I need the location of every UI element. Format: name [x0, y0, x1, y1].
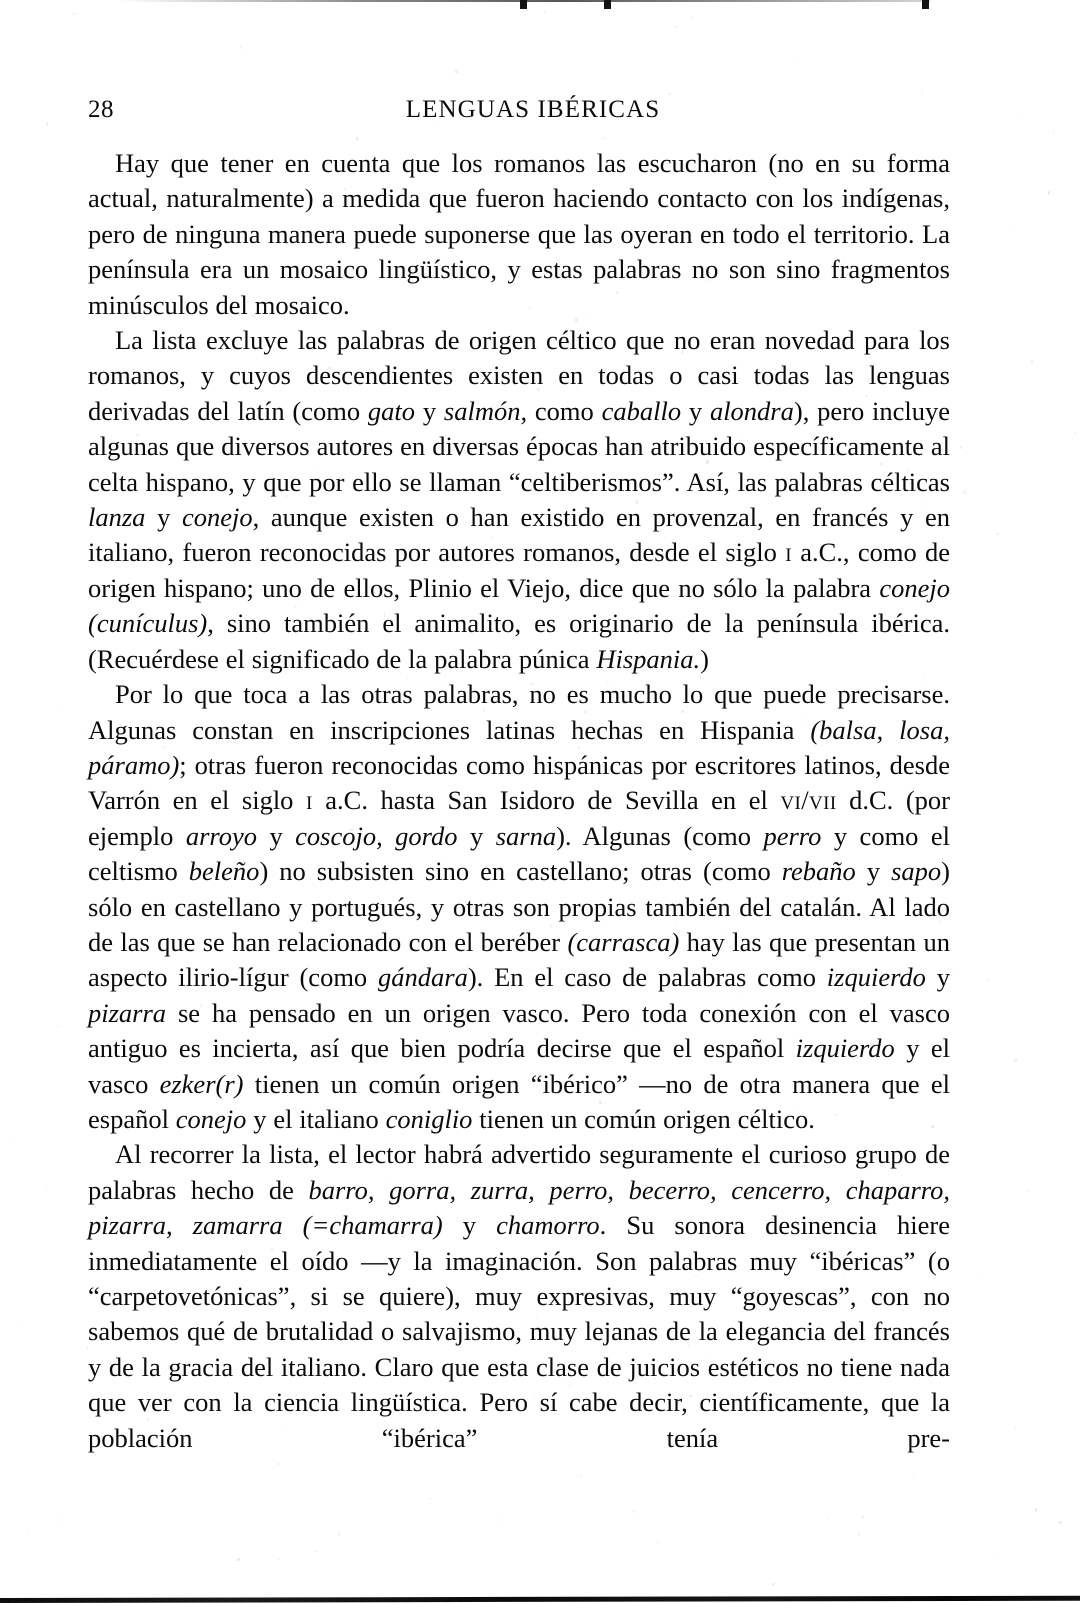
italic-term: sarna [495, 820, 557, 851]
text-run: . Su sonora desinencia hiere inmediatamente el oído —y la imaginación. Son palabras muy “ibéricas” (o “carpetovetónicas”, si se quiere), muy expresivas, muy “goyescas”, con no sabemos qué de brutalidad o salvajismo, muy lejanas de la elegancia del francés y de la gracia del italiano. Claro que esta clase de juicios estéticos no tiene nada que ver con la ciencia lingüística. Pero sí cabe decir, científicamente, que la población “ibérica” tenía pre- [88, 1210, 950, 1453]
scan-top-mark-2 [604, 0, 611, 9]
paragraph [88, 323, 950, 677]
italic-term: lanza [88, 502, 146, 533]
text-run: Al recorrer la lista, el lector habrá advertido seguramente el curioso grupo de palabras hecho de [88, 1139, 950, 1205]
text-run: , aunque existen o han existido en provenzal, en francés y en italiano, fueron reconocidas por autores romanos, desde el siglo [88, 502, 951, 568]
text-run: y [442, 1210, 497, 1241]
roman-numeral-smallcaps: i [305, 785, 313, 816]
text-run: ) [700, 643, 709, 674]
italic-term: coscojo, gordo [295, 820, 458, 851]
italic-term: barro, gorra, zurra, perro, becerro, cencerro, chaparro, pizarra, zamarra (=chamarra) [88, 1174, 950, 1241]
text-run: ). En el caso de palabras como [467, 962, 827, 993]
italic-term: chamorro [496, 1210, 600, 1241]
text-run: a.C., como de origen hispano; uno de ellos, Plinio el Viejo, dice que no sólo la palabra [88, 537, 950, 603]
text-run: tienen un común origen céltico. [472, 1103, 815, 1134]
text-run: y el vasco [88, 1033, 950, 1099]
paragraph [88, 146, 950, 323]
roman-numeral-smallcaps: i [785, 537, 792, 568]
italic-term: perro [763, 820, 822, 851]
text-run: se ha pensado en un origen vasco. Pero toda conexión con el vasco antiguo es incierta, así que bien podría decirse que el español [88, 997, 950, 1064]
italic-term: arroyo [185, 820, 257, 851]
italic-term: gato [367, 395, 416, 426]
italic-term: sapo [891, 856, 942, 887]
text-run: y [855, 856, 892, 887]
text-run: y el italiano [246, 1103, 386, 1134]
text-run: d.C. (por ejemplo [88, 785, 950, 851]
text-run: ) no subsisten sino en castellano; otras (como [259, 856, 782, 887]
text-run: y [256, 820, 296, 851]
italic-term: conejo [175, 1103, 247, 1134]
italic-term: conejo [181, 502, 253, 533]
text-run: hay las que presentan un aspecto ilirio-lígur (como [88, 926, 950, 993]
italic-term: conejo (cunículus) [88, 572, 950, 639]
text-run: ; otras fueron reconocidas como hispánicas por escritores latinos, desde Varrón en el siglo [88, 749, 950, 816]
italic-term: caballo [601, 395, 682, 426]
text-run: como [527, 395, 602, 426]
text-run: y [415, 395, 444, 426]
italic-term: rebaño [781, 856, 856, 887]
text-run: Hay que tener en cuenta que los romanos las escucharon (no en su forma actual, naturalmente) a medida que fueron haciendo contacto con los indígenas, pero de ninguna manera puede suponerse que las oyeran en todo el territorio. La península era un mosaico lingüístico, y estas palabras no son sino fragmentos minúsculos del mosaico. [88, 148, 950, 320]
italic-term: salmón, [443, 395, 528, 426]
italic-term: izquierdo [826, 962, 926, 993]
paragraph [88, 677, 950, 1137]
italic-term: alondra [709, 395, 794, 426]
italic-term: beleño [188, 856, 260, 887]
page-number: 28 [88, 96, 114, 123]
italic-term: (carrasca) [567, 926, 680, 957]
italic-term: coniglio [385, 1103, 473, 1134]
text-run: y [457, 820, 496, 851]
text-run: a.C. hasta San Isidoro de Sevilla en el [312, 785, 781, 816]
roman-numeral-smallcaps: vi/vii [780, 785, 837, 816]
text-run: Por lo que toca a las otras palabras, no es mucho lo que puede precisarse. Algunas constan en inscripciones latinas hechas en Hispania [88, 679, 950, 745]
scan-top-mark-3 [922, 0, 929, 9]
running-head [88, 96, 948, 126]
text-run: ). Algunas (como [556, 820, 764, 851]
italic-term: gándara [378, 962, 468, 993]
text-run: tienen un común origen “ibérico” —no de otra manera que el español [88, 1068, 950, 1134]
text-run: y [681, 395, 710, 426]
text-run: y [925, 962, 950, 993]
scan-bottom-edge-artifact [0, 1596, 1080, 1603]
paragraph [88, 1137, 950, 1456]
text-run: y como el celtismo [88, 820, 951, 887]
scan-top-mark-1 [520, 0, 527, 9]
italic-term: ezker(r) [159, 1068, 244, 1099]
italic-term: Hispania. [596, 643, 701, 674]
body-text-block [88, 146, 950, 1456]
text-run: ), pero incluye algunas que diversos autores en diversas épocas han atribuido específicamente al celta hispano, y que por ello se llaman “celtiberismos”. Así, las palabras célticas [88, 395, 951, 497]
text-run: , sino también el animalito, es originario de la península ibérica. (Recuérdese el significado de la palabra púnica [88, 608, 950, 674]
italic-term: pizarra [88, 997, 167, 1028]
italic-term: izquierdo [795, 1033, 895, 1064]
text-run: y [145, 502, 182, 533]
italic-term: (balsa, losa, páramo) [88, 714, 950, 780]
text-run: ) sólo en castellano y portugués, y otras son propias también del catalán. Al lado de las que se han relacionado con el beréber [88, 856, 950, 957]
text-run: La lista excluye las palabras de origen céltico que no eran novedad para los romanos, y cuyos descendientes existen en todas o casi todas las lenguas derivadas del latín (como [88, 325, 950, 426]
running-title: LENGUAS IBÉRICAS [405, 96, 661, 123]
